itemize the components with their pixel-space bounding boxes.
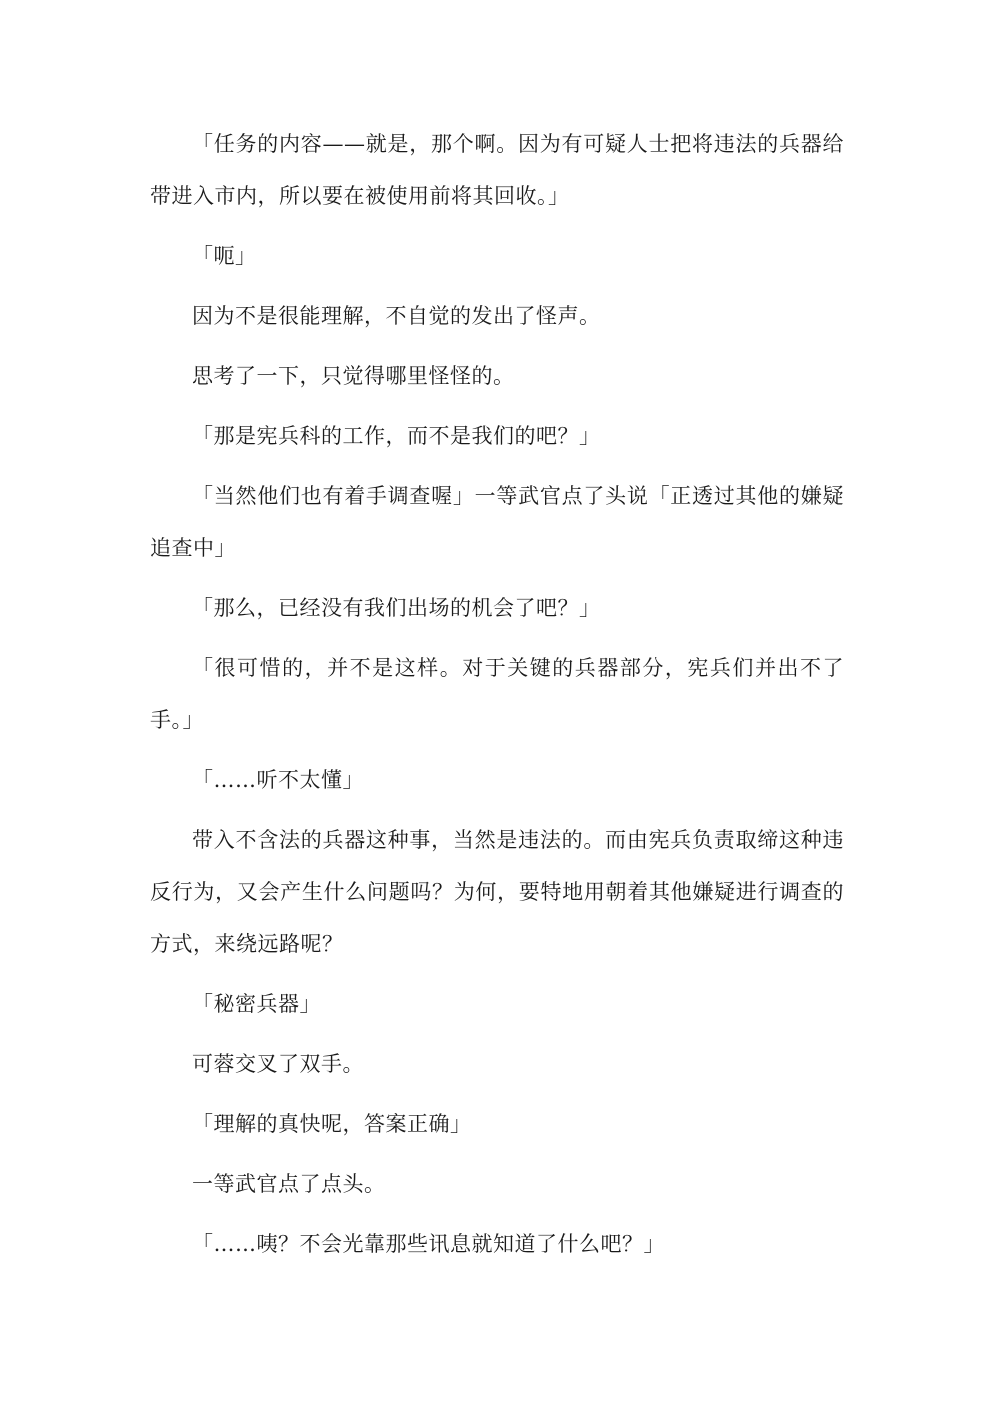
paragraph-13: 「理解的真快呢，答案正确」	[192, 1112, 472, 1136]
paragraph-10: 带入不含法的兵器这种事，当然是违法的。而由宪兵负责取缔这种违反行为，又会产生什么问题吗？为何，要特地用朝着其他嫌疑进行调查的方式，来绕远路呢？	[150, 828, 844, 956]
paragraph-1: 「任务的内容——就是，那个啊。因为有可疑人士把将违法的兵器给带进入市内，所以要在被使用前将其回收。」	[150, 132, 844, 208]
paragraph-15: 「……咦？不会光靠那些讯息就知道了什么吧？」	[192, 1232, 665, 1256]
paragraph-12: 可蓉交叉了双手。	[192, 1052, 364, 1076]
paragraph-8: 「很可惜的，并不是这样。对于关键的兵器部分，宪兵们并出不了手。」	[150, 656, 844, 732]
paragraph-5: 「那是宪兵科的工作，而不是我们的吧？」	[192, 424, 601, 448]
paragraph-9: 「……听不太懂」	[192, 768, 364, 792]
paragraph-6: 「当然他们也有着手调查喔」一等武官点了头说「正透过其他的嫌疑追查中」	[150, 484, 844, 560]
paragraph-11: 「秘密兵器」	[192, 992, 321, 1016]
paragraph-3: 因为不是很能理解，不自觉的发出了怪声。	[192, 304, 601, 328]
paragraph-4: 思考了一下，只觉得哪里怪怪的。	[192, 364, 515, 388]
document-page	[150, 118, 844, 1278]
paragraph-14: 一等武官点了点头。	[192, 1172, 386, 1196]
paragraph-7: 「那么，已经没有我们出场的机会了吧？」	[192, 596, 601, 620]
paragraph-2: 「呃」	[192, 244, 257, 268]
